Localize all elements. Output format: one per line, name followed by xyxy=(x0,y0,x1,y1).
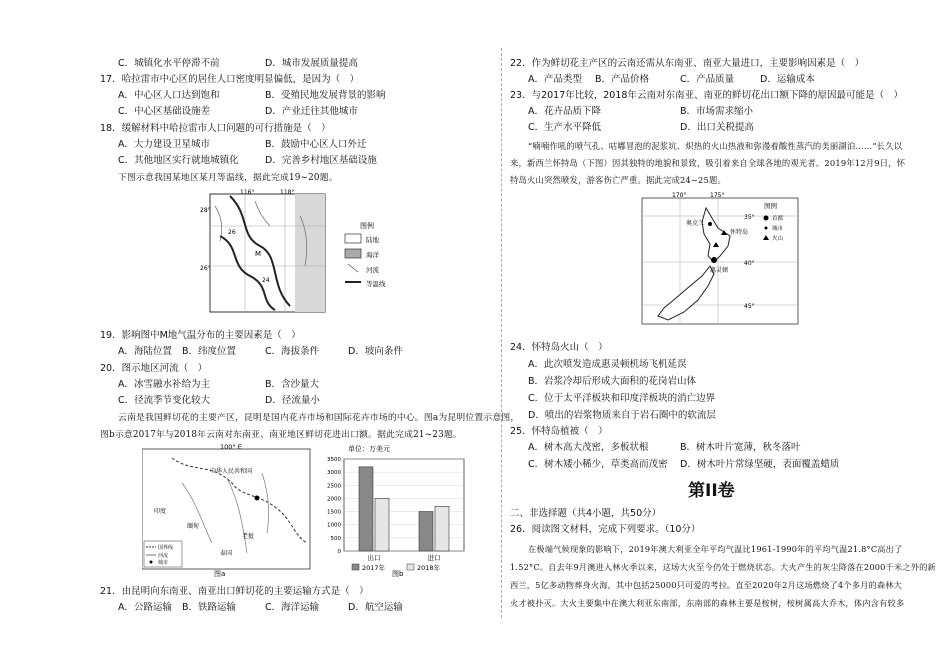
isotherm-label-26: 26 xyxy=(228,229,236,236)
fig-a-laos: 老挝 xyxy=(242,533,255,540)
q19-option-a: A．海陆位置 xyxy=(118,346,172,357)
x-tick-label: 出口 xyxy=(367,554,381,562)
q25-option-c: C．树木矮小稀少，草类高而茂密 xyxy=(528,459,668,470)
y-tick-label: 1500 xyxy=(327,509,341,516)
legend-sea: 海洋 xyxy=(366,251,379,259)
nz-legend-title: 图例 xyxy=(764,202,777,210)
x-tick-label: 进口 xyxy=(427,554,441,562)
q25-option-d: D．树木叶片常绿坚硬，表面覆盖蜡质 xyxy=(680,459,840,470)
q23-option-d: D．出口关税提高 xyxy=(680,122,754,133)
q19-option-b: B．纬度位置 xyxy=(182,346,237,357)
lat-28-label: 28° xyxy=(200,207,211,214)
q25-option-b: B．树木叶片宽薄，秋冬落叶 xyxy=(680,442,801,453)
sea-area xyxy=(295,194,325,312)
nz-legend-city: 城市 xyxy=(772,226,784,232)
legend-river: 河流 xyxy=(366,266,379,274)
australia-text-1: 在极端气候现象的影响下，2019年澳大利亚全年平均气温比1961-1990年的平均气温21.8°C高出了 xyxy=(528,544,903,554)
legend-isotherm: 等温线 xyxy=(366,280,386,288)
q20-option-a: A．冰雪融水补给为主 xyxy=(118,379,210,390)
fig-a-myanmar: 缅甸 xyxy=(187,523,200,530)
q21-option-a: A．公路运输 xyxy=(118,602,172,613)
q18-option-d: D．完善乡村地区基础设施 xyxy=(265,155,377,166)
wellington-label: 惠灵顿 xyxy=(710,267,729,274)
q19-option-d: D．坡向条件 xyxy=(348,346,403,357)
y-tick-label: 500 xyxy=(330,535,341,542)
yunnan-intro-2: 图b示意2017年与2018年云南对东南亚、南亚地区鲜切花进出口额。据此完成21~23题。 xyxy=(100,430,462,440)
isotherm-label-24: 24 xyxy=(262,277,270,284)
q16-option-c: C．城镇化水平停滞不前 xyxy=(118,58,220,69)
legend-title: 图例 xyxy=(360,222,374,230)
nz-lat-35: 35° xyxy=(744,214,755,221)
bar-export-2017年 xyxy=(359,467,373,551)
y-tick-label: 0 xyxy=(337,549,341,555)
q20-option-c: C．径流季节变化较大 xyxy=(118,395,211,406)
nz-legend-capital: 首都 xyxy=(772,216,784,222)
bar-import-2018年 xyxy=(435,506,449,551)
q18-stem: 18．缓解材料中哈拉雷市人口问题的可行措施是（ ） xyxy=(100,123,331,134)
auckland-label: 奥克兰 xyxy=(686,220,705,227)
fig-a-legend-river: 河流 xyxy=(158,553,169,559)
q25-stem: 25．怀特岛植被（ ） xyxy=(510,426,608,437)
q18-option-c: C．其他地区实行就地城镇化 xyxy=(118,155,239,166)
y-tick-label: 3000 xyxy=(327,470,341,477)
q18-option-a: A．大力建设卫星城市 xyxy=(118,139,210,150)
legend-land-swatch xyxy=(345,234,361,243)
nz-lon-170: 170° xyxy=(672,192,687,199)
y-tick-label: 2500 xyxy=(327,483,341,490)
legend-river-swatch xyxy=(348,264,358,272)
q17-option-d: D．产业迁往其他城市 xyxy=(265,106,358,117)
nz-legend-volcano: 火山 xyxy=(772,236,784,242)
q17-option-a: A．中心区人口达到饱和 xyxy=(118,90,220,101)
australia-text-3: 西兰，5亿多动物葬身火海，其中包括25000只可爱的考拉。直至2020年2月这场燃烧了4个多月的森林大 xyxy=(510,580,903,590)
fig-a-lon-label: 100° E xyxy=(220,443,242,451)
q20-option-b: B．含沙量大 xyxy=(265,379,320,390)
fig-a-legend-border: 国界线 xyxy=(158,545,174,551)
y-tick-label: 2000 xyxy=(327,496,341,503)
nz-lat-40: 40° xyxy=(744,260,755,267)
fig-a-india: 印度 xyxy=(154,508,167,515)
figure-a-map xyxy=(142,443,312,578)
q24-option-d: D．喷出的岩浆物质来自于岩石圈中的软流层 xyxy=(528,410,716,421)
bar-import-2017年 xyxy=(419,512,433,551)
column-divider xyxy=(501,48,502,618)
q26-stem: 26．阅读图文材料，完成下列要求。（10分） xyxy=(510,524,701,535)
isotherm-map xyxy=(200,186,400,316)
legend-label: 2017年 xyxy=(362,564,386,572)
fig-a-legend-city-swatch xyxy=(150,561,153,564)
q23-option-b: B．市场需求缩小 xyxy=(680,106,754,117)
legend-swatch xyxy=(407,564,414,570)
q21-stem: 21．由昆明向东南亚、南亚出口鲜切花的主要运输方式是（ ） xyxy=(100,586,369,597)
q21-option-c: C．海洋运输 xyxy=(265,602,320,613)
q19-option-c: C．海拔条件 xyxy=(265,346,320,357)
q24-option-c: C．位于太平洋板块和印度洋板块的消亡边界 xyxy=(528,393,716,404)
nz-lon-175: 175° xyxy=(710,192,725,199)
q17-stem: 17．哈拉雷市中心区的居住人口密度明显偏低，是因为（ ） xyxy=(100,74,360,85)
y-tick-label: 3500 xyxy=(327,457,341,463)
q22-stem: 22．作为鲜切花主产区的云南还需从东南亚、南亚大量进口，主要影响因素是（ ） xyxy=(510,58,865,69)
q25-option-a: A．树木高大茂密，多板状根 xyxy=(528,442,649,453)
q20-stem: 20．图示地区河流（ ） xyxy=(100,363,208,374)
q20-option-d: D．径流量小 xyxy=(265,395,320,406)
nz-legend-city-icon xyxy=(765,227,768,230)
fig-a-thailand: 泰国 xyxy=(220,550,233,557)
q24-option-a: A．此次喷发造成惠灵顿机场飞机延误 xyxy=(528,359,687,370)
q19-stem: 19．影响图中M地气温分布的主要因素是（ ） xyxy=(100,330,301,341)
lon-116-label: 116° xyxy=(240,189,255,196)
australia-text-2: 1.52°C。自去年9月澳进入林火季以来，这场大火至今仍处于燃烧状态。大火产生的灰尘降落在2000千米之外的新 xyxy=(510,562,936,572)
y-tick-label: 1000 xyxy=(327,522,341,529)
q18-option-b: B．鼓励中心区人口外迁 xyxy=(265,139,367,150)
legend-sea-swatch xyxy=(345,249,361,258)
white-island-label: 怀特岛 xyxy=(730,229,749,236)
q22-option-b: B．产品价格 xyxy=(595,74,650,85)
nz-legend-capital-icon xyxy=(764,216,769,221)
legend-swatch xyxy=(352,564,359,570)
legend-label: 2018年 xyxy=(417,564,441,572)
lat-26-label: 26° xyxy=(200,265,211,272)
bar-export-2018年 xyxy=(375,498,389,551)
q23-option-c: C．生产水平降低 xyxy=(528,122,602,133)
map1-intro: 下图示意我国某地区某月等温线，据此完成19~20题。 xyxy=(118,173,338,183)
q17-option-c: C．中心区基础设施差 xyxy=(118,106,211,117)
australia-text-4: 火才被扑灭。大火主要集中在澳大利亚东南部，东南部的森林主要是桉树，桉树属高大乔木，体内含有较多 xyxy=(510,598,905,608)
q23-option-a: A．花卉品质下降 xyxy=(528,106,601,117)
q23-stem: 23．与2017年比较，2018年云南对东南亚、南亚的鲜切花出口额下降的原因最可能是（ ） xyxy=(510,90,903,101)
q22-option-d: D．运输成本 xyxy=(760,74,815,85)
auckland-dot xyxy=(708,222,712,226)
q22-option-c: C．产品质量 xyxy=(680,74,735,85)
fig-a-region: 中华人民共和国 xyxy=(210,468,253,475)
fig-a-caption: 图a xyxy=(214,570,226,578)
q16-option-d: D．城市发展质量提高 xyxy=(265,58,358,69)
chart-unit-label: 单位：万美元 xyxy=(348,445,390,453)
lon-118-label: 118° xyxy=(280,189,295,196)
legend-land: 陆地 xyxy=(366,236,379,244)
q21-option-b: B．铁路运输 xyxy=(182,602,237,613)
fig-a-legend-city: 城市 xyxy=(158,560,169,566)
nz-intro-3: 特岛火山突然喷发，游客伤亡严重。据此完成24~25题。 xyxy=(510,175,726,185)
nz-lat-45: 45° xyxy=(744,303,755,310)
q24-option-b: B．岩浆冷却后形成大面积的花岗岩山体 xyxy=(528,376,697,387)
figure-b-chart xyxy=(312,443,472,578)
q21-option-d: D．航空运输 xyxy=(348,602,403,613)
q22-option-a: A．产品类型 xyxy=(528,74,582,85)
part-ii-title: 第II卷 xyxy=(688,481,735,501)
q17-option-b: B．受殖民地发展背景的影响 xyxy=(265,90,386,101)
nz-intro-1: “喃喃作吼的喷气孔、咕嘟冒泡的泥浆坑、炽热的火山热液和弥漫着酸性蒸汽的美丽湖泊……”长久以 xyxy=(528,141,903,151)
section-2-heading: 二、非选择题（共4小题，共50分） xyxy=(510,508,662,519)
fig-b-caption: 图b xyxy=(392,570,404,578)
point-m-label: M xyxy=(255,250,262,258)
q24-stem: 24．怀特岛火山（ ） xyxy=(510,342,608,353)
wellington-dot xyxy=(711,257,717,263)
chart-bars xyxy=(359,467,449,551)
yunnan-intro-1: 云南是我国鲜切花的主要产区，昆明是国内花卉市场和国际花卉市场的中心。图a为昆明位置示意图， xyxy=(118,413,520,423)
kunming-dot xyxy=(255,496,260,501)
nz-map xyxy=(640,190,800,328)
nz-intro-2: 来，新西兰怀特岛（下图）因其独特的地貌和景致，吸引着来自全球各地的观光者。2019年12月9日，怀 xyxy=(510,158,906,168)
